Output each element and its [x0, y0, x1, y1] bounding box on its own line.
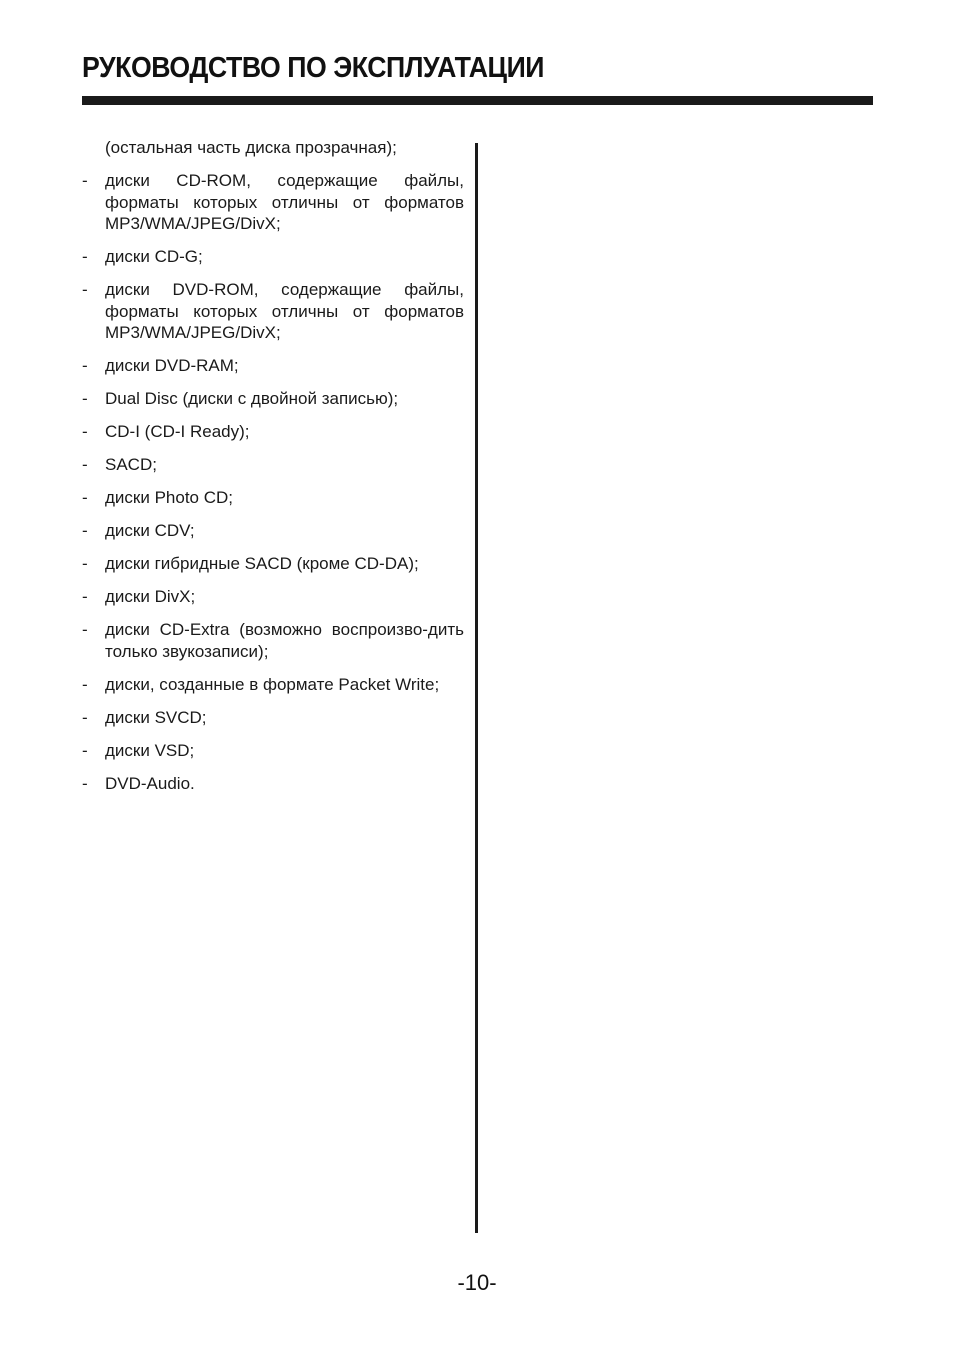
- list-item: [82, 388, 464, 410]
- page-number: -10-: [457, 1270, 497, 1295]
- header-rule: [82, 96, 873, 105]
- bullet-dash: -: [82, 620, 88, 639]
- list-item: [82, 520, 464, 542]
- list-item: [82, 279, 464, 344]
- list-item-text: диски VSD;: [105, 740, 195, 760]
- bullet-dash: -: [82, 674, 88, 694]
- list-item-text: CD-I (CD-I Ready);: [105, 422, 250, 441]
- page-title: РУКОВОДСТВО ПО ЭКСПЛУАТАЦИИ: [82, 52, 545, 84]
- list-item: [82, 619, 464, 662]
- bullet-dash: -: [82, 455, 88, 474]
- bullet-dash: -: [82, 707, 88, 727]
- list-item: [82, 421, 464, 443]
- list-item-text: диски CD-Extra (возможно воспроизво-дить только звукозаписи);: [105, 620, 464, 661]
- list-item-text: диски CD-G;: [105, 247, 203, 266]
- bullet-dash: -: [82, 587, 88, 606]
- bullet-dash: -: [82, 422, 88, 441]
- list-item-text: диски Photo CD;: [105, 488, 233, 507]
- list-item-text: DVD-Audio.: [105, 773, 195, 793]
- list-item-text: диски CD-ROM, содержащие файлы, форматы которых отличны от форматов MP3/WMA/JPEG/DivX;: [105, 171, 464, 233]
- list-item: [82, 355, 464, 377]
- bullet-list: [82, 137, 464, 806]
- list-item: [82, 740, 464, 762]
- bullet-dash: -: [82, 389, 88, 408]
- bullet-dash: -: [82, 554, 88, 573]
- list-item-text: диски CDV;: [105, 521, 195, 540]
- list-item-text: диски DVD-ROM, содержащие файлы, форматы которых отличны от форматов MP3/WMA/JPEG/DivX;: [105, 280, 464, 342]
- list-item: [82, 674, 464, 696]
- list-item-text: диски гибридные SACD (кроме CD-DA);: [105, 554, 419, 573]
- list-item: [82, 246, 464, 268]
- list-item-text: Dual Disc (диски с двойной записью);: [105, 389, 399, 408]
- bullet-dash: -: [82, 740, 88, 760]
- list-item-text: диски, созданные в формате Packet Write;: [105, 674, 440, 694]
- list-item: [82, 487, 464, 509]
- bullet-dash: -: [82, 356, 88, 375]
- bullet-dash: -: [82, 773, 88, 793]
- list-item-text: диски DivX;: [105, 587, 196, 606]
- bullet-dash: -: [82, 171, 88, 190]
- list-item: [82, 170, 464, 235]
- bullet-dash: -: [82, 280, 88, 299]
- list-item-text: диски SVCD;: [105, 707, 207, 727]
- list-item-text: диски DVD-RAM;: [105, 356, 239, 375]
- bullet-dash: -: [82, 247, 88, 266]
- list-item: [82, 454, 464, 476]
- list-item: [82, 553, 464, 575]
- list-item: [82, 586, 464, 608]
- list-item: [82, 707, 464, 729]
- list-item-text: SACD;: [105, 455, 157, 474]
- list-item: [82, 773, 464, 795]
- continuation-text: (остальная часть диска прозрачная);: [105, 138, 397, 157]
- column-divider: [475, 143, 478, 1233]
- bullet-dash: -: [82, 521, 88, 540]
- bullet-dash: -: [82, 488, 88, 507]
